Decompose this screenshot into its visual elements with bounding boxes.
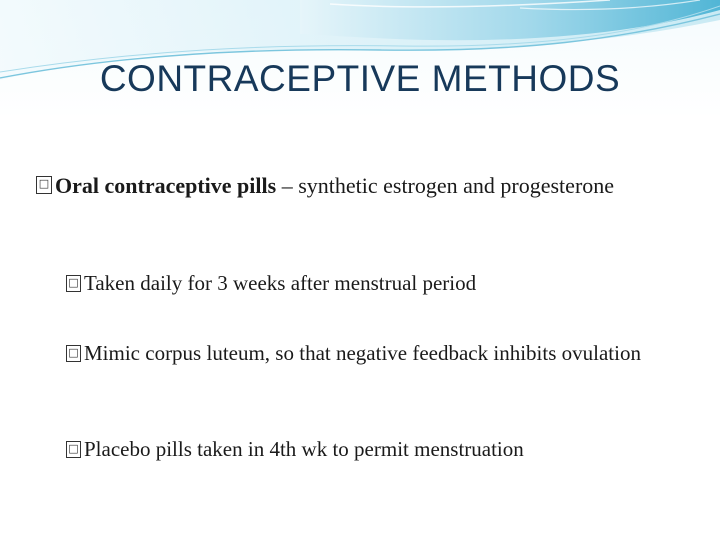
sub-bullet-text: Placebo pills taken in 4th wk to permit menstruation — [84, 437, 524, 461]
main-bullet-rest-text: – synthetic estrogen and progesterone — [276, 173, 615, 198]
square-bullet-icon: □ — [66, 345, 81, 362]
square-bullet-icon: □ — [36, 176, 52, 194]
main-bullet-bold-text: Oral contraceptive pills — [55, 173, 277, 198]
main-bullet-text — [55, 171, 686, 201]
sub-bullet-text: Taken daily for 3 weeks after menstrual period — [84, 271, 477, 295]
square-bullet-icon: □ — [66, 441, 81, 458]
square-bullet-icon: □ — [66, 275, 81, 292]
sub-bullet-3 — [66, 436, 696, 463]
slide-title: CONTRACEPTIVE METHODS — [99, 58, 621, 99]
sub-bullet-2 — [66, 340, 696, 367]
sub-bullet-1 — [66, 270, 696, 297]
sub-bullet-text: Mimic corpus luteum, so that negative feedback inhibits ovulation — [84, 341, 641, 365]
main-bullet — [36, 171, 686, 201]
